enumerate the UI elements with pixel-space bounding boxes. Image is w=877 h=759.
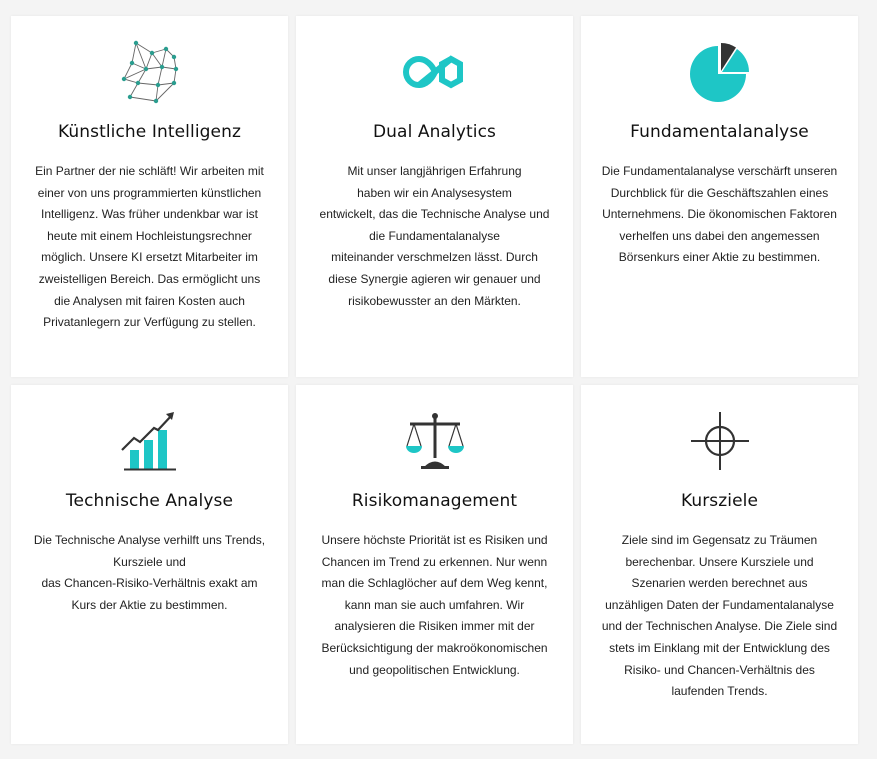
card-text-line: berechenbar. Unsere Kursziele und [625,554,814,569]
card-text-line: risikobewusster an den Märkten. [348,293,521,308]
card-text-line: und der Technischen Analyse. Die Ziele sind [601,619,838,634]
card-description [314,530,555,681]
card-title: Dual Analytics [372,122,496,142]
card-kursziele [581,385,858,744]
card-text-line: einer von uns programmierten künstlichen [37,185,262,200]
card-description [29,530,270,616]
card-text-line: stets im Einklang mit der Entwicklung des [609,640,830,655]
card-kuenstliche-intelligenz [11,16,288,377]
card-text-line: heute mit einem Hochleistungsrechner [47,228,252,243]
card-text-line: miteinander verschmelzen lässt. Durch [331,250,538,265]
card-text-line: möglich. Unsere KI ersetzt Mitarbeiter im [41,250,258,265]
card-text-line: Intelligenz. Was früher undenkbar war ist [41,207,258,222]
crosshair-icon [581,408,858,474]
card-text-line: Chancen im Trend zu erkennen. Nur wenn [321,554,548,569]
card-title: Künstliche Intelligenz [57,122,242,142]
card-text-line: laufenden Trends. [671,684,768,699]
card-description [599,161,840,269]
card-text-line: Börsenkurs einer Aktie zu bestimmen. [618,250,821,265]
card-text-line: Risiko- und Chancen-Verhältnis des [624,662,815,677]
card-text-line: kann man sie auch umfahren. Wir [344,597,525,612]
card-description [314,161,555,312]
card-technische-analyse [11,385,288,744]
card-title: Technische Analyse [65,491,234,511]
card-text-line: Kurs der Aktie zu bestimmen. [71,597,228,612]
pie-chart-icon [581,39,858,105]
card-text-line: Ziele sind im Gegensatz zu Träumen [621,533,818,547]
card-text-line: Privatanlegern zur Verfügung zu stellen. [43,315,256,330]
card-text-line: entwickelt, das die Technische Analyse und [319,207,550,222]
card-description [599,530,840,703]
card-title: Kursziele [680,491,759,511]
network-icon [11,39,288,105]
infinity-icon [296,39,573,105]
scales-icon [296,408,573,474]
bar-chart-arrow-icon [11,408,288,474]
card-text-line: Berücksichtigung der makroökonomischen [321,640,548,655]
card-text-line: die Fundamentalanalyse [369,228,500,243]
card-text-line: Mit unser langjährigen Erfahrung [347,164,522,178]
card-text-line: Kursziele und [113,554,186,569]
card-text-line: unzähligen Daten der Fundamentalanalyse [605,597,834,612]
card-text-line: Szenarien werden berechnet aus [631,576,808,591]
card-text-line: Unternehmens. Die ökonomischen Faktoren [602,207,837,222]
card-fundamentalanalyse [581,16,858,377]
card-text-line: diese Synergie agieren wir genauer und [328,271,541,286]
card-text-line: und geopolitischen Entwicklung. [349,662,520,677]
card-text-line: analysieren die Risiken immer mit der [334,619,535,634]
card-text-line: das Chancen-Risiko-Verhältnis exakt am [41,576,258,591]
card-text-line: Unsere höchste Priorität ist es Risiken und [321,533,548,547]
card-description [29,161,270,334]
card-text-line: Durchblick für die Geschäftszahlen eines [610,185,829,200]
card-title: Fundamentalanalyse [630,122,809,142]
card-text-line: Ein Partner der nie schläft! Wir arbeiten mit [35,164,264,178]
card-text-line: Die Fundamentalanalyse verschärft unseren [601,164,838,178]
card-risikomanagement [296,385,573,744]
card-text-line: zweistelligen Bereich. Das ermöglicht uns [38,271,261,286]
card-text-line: man die Schlaglöcher auf dem Weg kennt, [321,576,548,591]
card-text-line: Die Technische Analyse verhilft uns Trends, [33,533,266,547]
card-dual-analytics [296,16,573,377]
card-text-line: verhelfen uns dabei den angemessen [619,228,820,243]
card-title: Risikomanagement [351,491,518,511]
card-text-line: haben wir ein Analysesystem [357,185,512,200]
card-text-line: die Analysen mit fairen Kosten auch [54,293,245,308]
